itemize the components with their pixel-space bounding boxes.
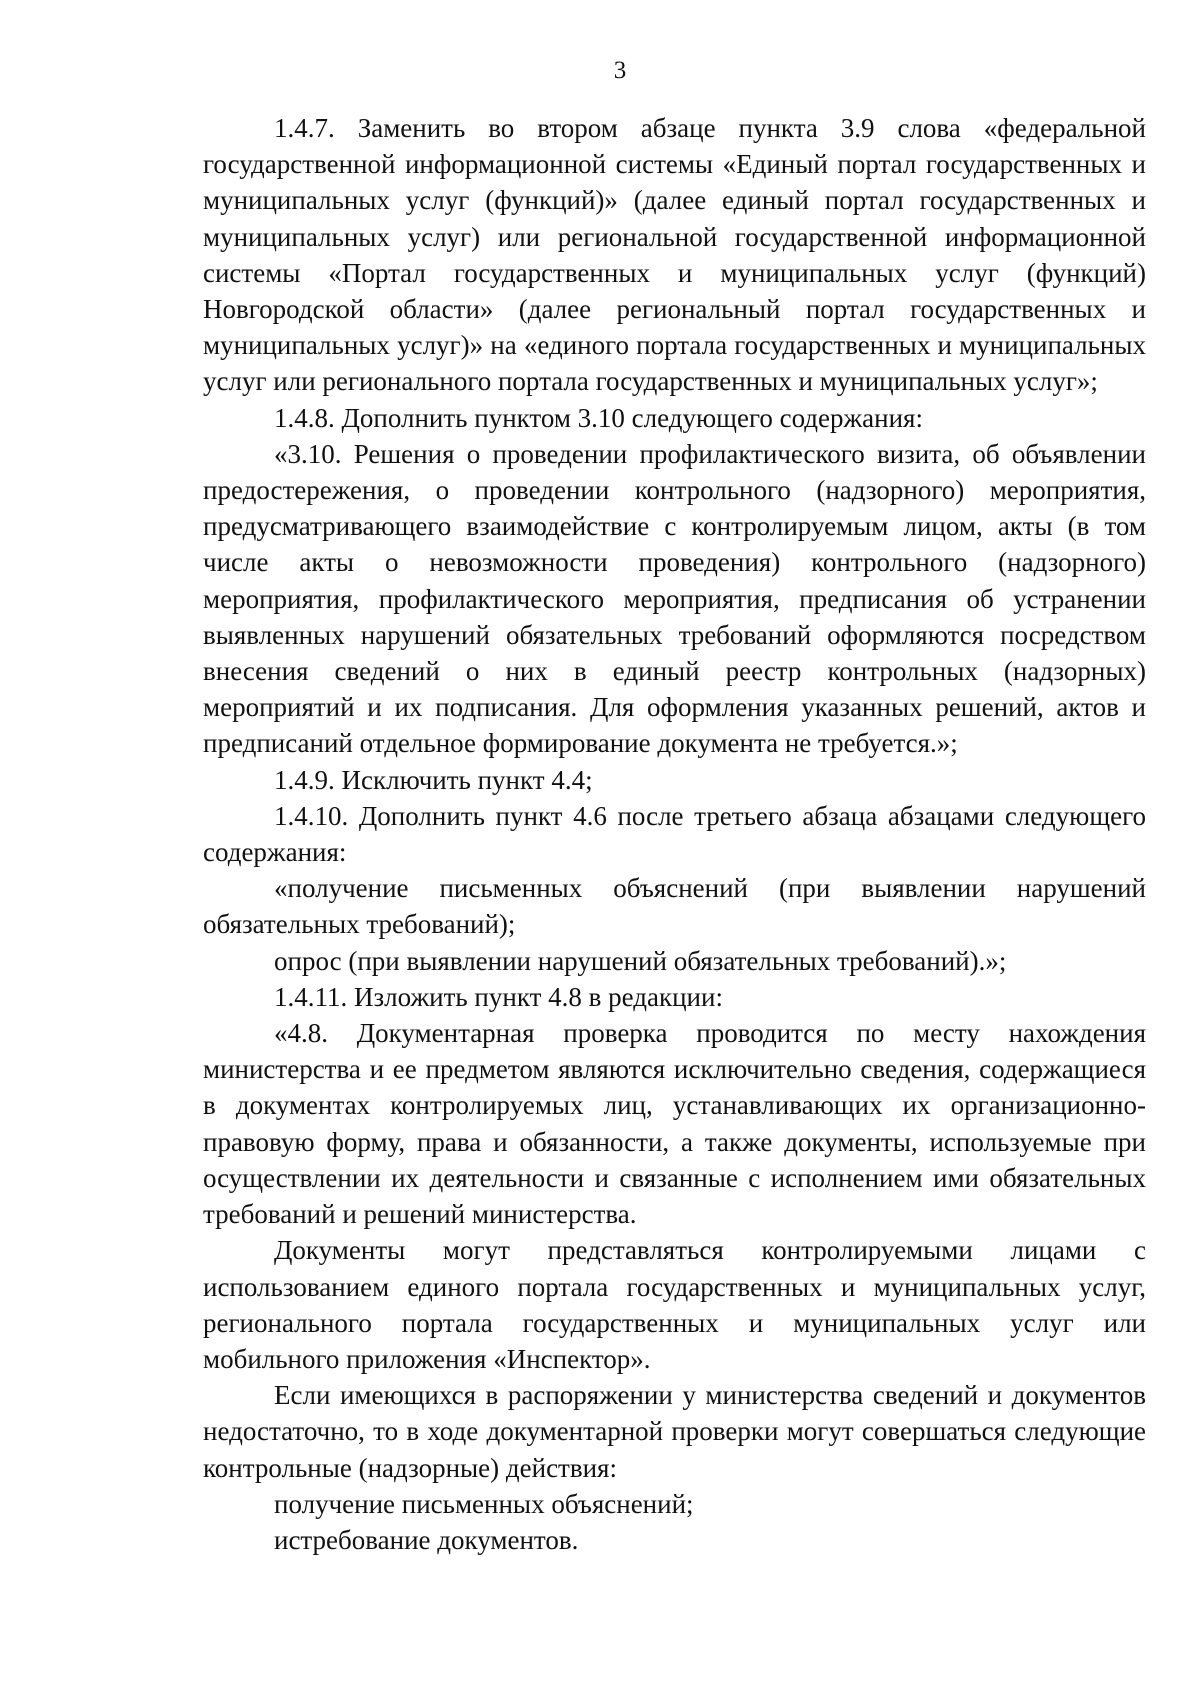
paragraph-quote-3-10: «3.10. Решения о проведении профилактического визита, об объявлении предостережения, о проведении контрольного (надзорного) мероприятия, предусматривающего взаимодействие с контролируемым лицом, акты (в том числе акты о невозможности проведения) контрольного (надзорного) мероприятия, профилактического мероприятия, предписания об устранении выявленных нарушений обязательных требований оформляются посредством внесения сведений о них в единый реестр контрольных (надзорных) мероприятий и их подписания. Для оформления указанных решений, актов и предписаний отдельное формирование документа не требуется.»; (203, 438, 1146, 759)
paragraph-requesting-documents: истребование документов. (274, 1524, 579, 1555)
paragraph-quote-4-8: «4.8. Документарная проверка проводится по месту нахождения министерства и ее предметом являются исключительно сведения, содержащиеся в документах контролируемых лиц, устанавливающих их организационно-правовую форму, права и обязанности, а также документы, используемые при осуществлении их деятельности и связанные с исполнением ими обязательных требований и решений министерства. (203, 1018, 1146, 1230)
paragraph-survey: опрос (при выявлении нарушений обязательных требований).»; (274, 945, 1007, 976)
paragraph-1-4-11: 1.4.11. Изложить пункт 4.8 в редакции: (274, 981, 723, 1012)
paragraph-documents-submission: Документы могут представляться контролируемыми лицами с использованием единого портала государственных и муниципальных услуг, регионального портала государственных и муниципальных услуг или мобильного приложения «Инспектор». (203, 1235, 1146, 1374)
document-body (203, 110, 1146, 1558)
paragraph-insufficient-info: Если имеющихся в распоряжении у министерства сведений и документов недостаточно, то в ходе документарной проверки могут совершаться следующие контрольные (надзорные) действия: (203, 1380, 1146, 1483)
paragraph-1-4-8: 1.4.8. Дополнить пунктом 3.10 следующего содержания: (274, 402, 923, 433)
paragraph-1-4-7: 1.4.7. Заменить во втором абзаце пункта 3.9 слова «федеральной государственной информационной системы «Единый портал государственных и муниципальных услуг (функций)» (далее единый портал государственных и муниципальных услуг) или региональной государственной информационной системы «Портал государственных и муниципальных услуг (функций) Новгородской области» (далее региональный портал государственных и муниципальных услуг)» на «единого портала государственных и муниципальных услуг или регионального портала государственных и муниципальных услуг»; (203, 113, 1146, 397)
paragraph-obtaining-explanations: получение письменных объяснений; (274, 1488, 694, 1519)
page-number: 3 (613, 57, 627, 84)
paragraph-1-4-9: 1.4.9. Исключить пункт 4.4; (274, 764, 593, 795)
paragraph-written-explanations: «получение письменных объяснений (при выявлении нарушений обязательных требований); (203, 873, 1146, 940)
paragraph-1-4-10: 1.4.10. Дополнить пункт 4.6 после третьего абзаца абзацами следующего содержания: (203, 800, 1146, 868)
